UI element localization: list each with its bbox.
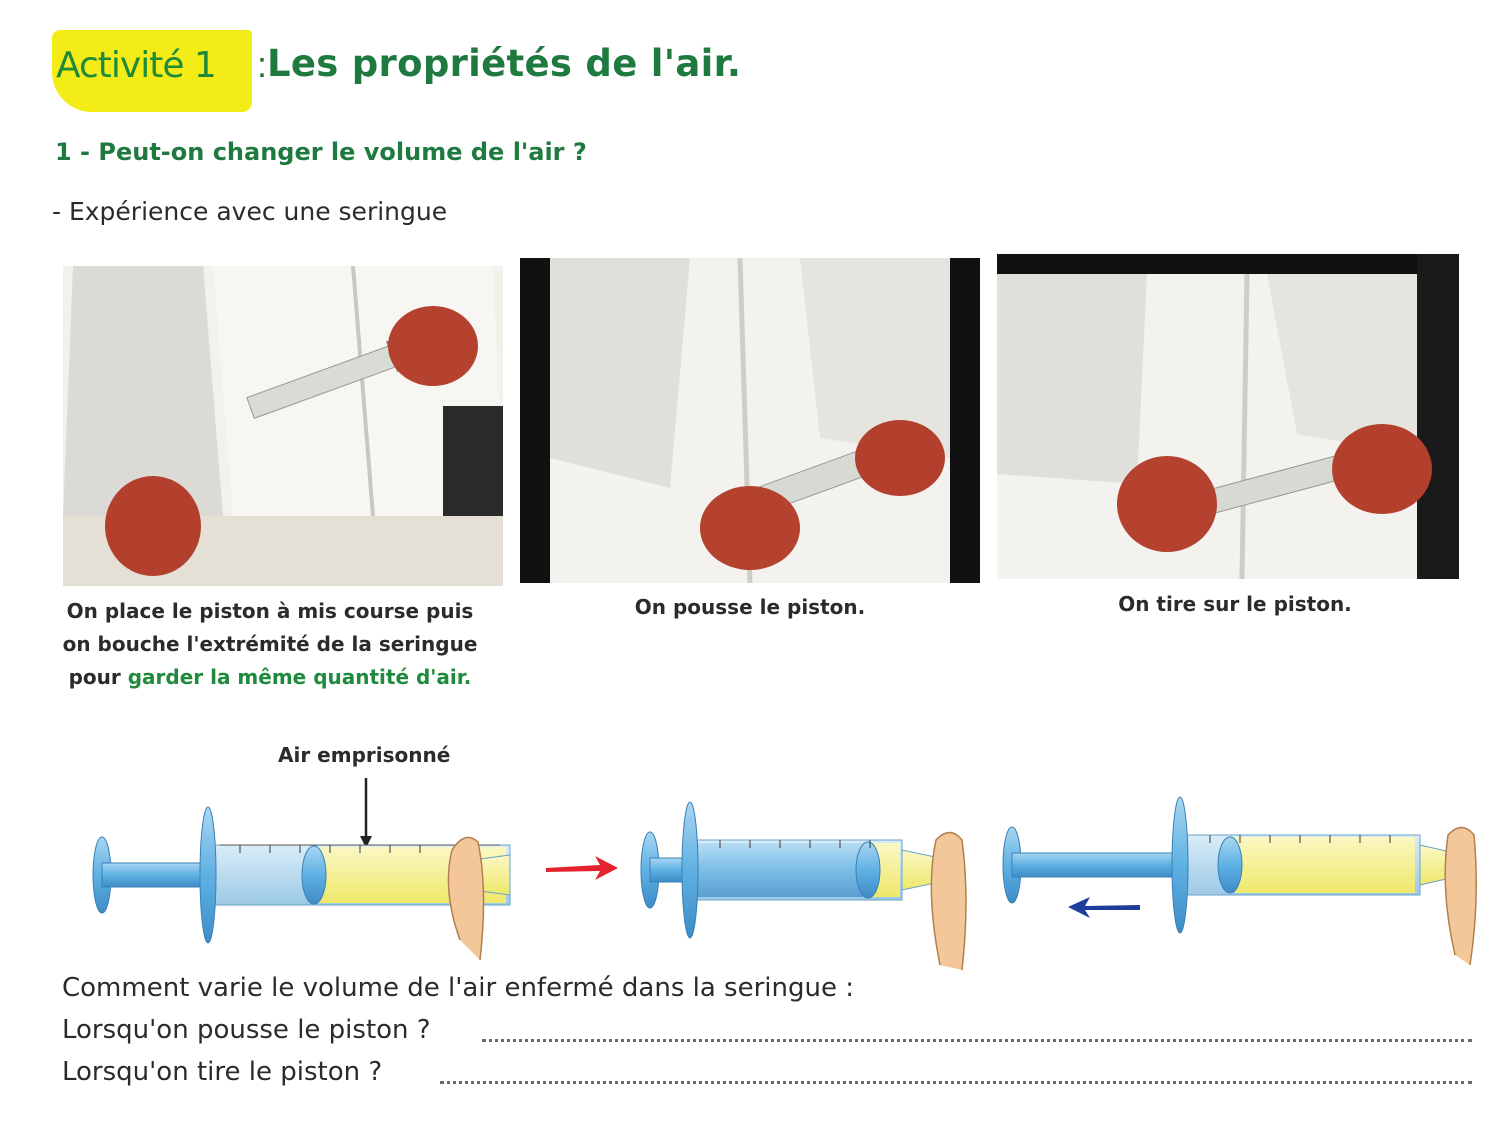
question-push-text: Lorsqu'on pousse le piston ? [62,1015,431,1045]
question-intro [62,968,1482,1010]
caption-setup [60,595,480,694]
answer-line-pull[interactable] [440,1081,1472,1084]
title-block [52,30,952,114]
trapped-air-label: Air emprisonné [278,743,451,767]
push-arrow-icon [546,856,618,880]
caption-push: On pousse le piston. [634,595,866,619]
pull-arrow-icon [1068,897,1140,918]
caption-setup-highlight: garder la même quantité d'air. [127,665,472,689]
answer-line-push[interactable] [482,1039,1472,1042]
photo-push-piston [520,258,980,583]
question-block [62,968,1482,1094]
caption-pull: On tire sur le piston. [1118,592,1352,616]
syringe-pushed [641,802,966,970]
activity-label: Activité 1 [52,30,252,112]
question-pull [62,1052,1482,1094]
section-subheading: - Expérience avec une seringue [52,197,448,226]
arrow-down-icon [360,778,372,848]
photo-syringe-setup [63,266,503,586]
syringe-diagram [80,740,1480,980]
question-intro-text: Comment varie le volume de l'air enfermé dans la seringue : [62,973,854,1003]
syringe-pulled [1003,797,1476,965]
caption-setup-text: On place le piston à mis course puis on bouche l'extrémité de la seringue pour [62,599,478,689]
question-pull-text: Lorsqu'on tire le piston ? [62,1057,383,1087]
photo-pull-piston [997,254,1459,579]
title-separator: : [257,44,268,85]
question-push [62,1010,1482,1052]
syringe-initial [93,807,510,960]
section-heading: 1 - Peut-on changer le volume de l'air ? [55,138,587,166]
page-title: Les propriétés de l'air. [267,42,742,85]
